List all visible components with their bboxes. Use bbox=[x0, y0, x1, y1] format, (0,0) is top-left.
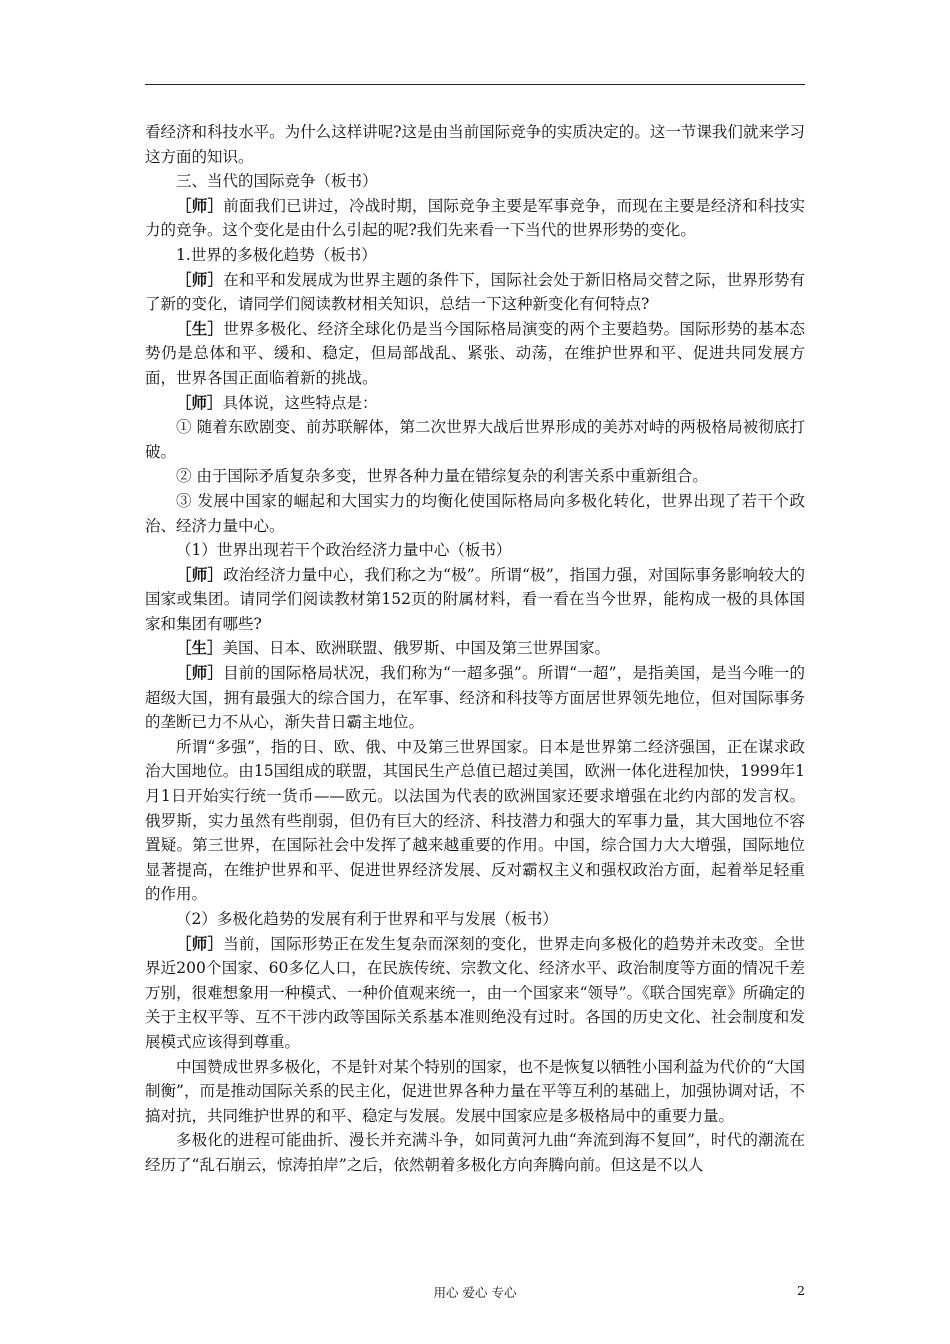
paragraph-text: （1）世界出现若干个政治经济力量中心（板书） bbox=[176, 541, 512, 560]
paragraph bbox=[145, 538, 805, 563]
paragraph-text: 前面我们已讲过，冷战时期，国际竞争主要是军事竞争，而现在主要是经济和科技实力的竞争。这个变化是由什么引起的呢?我们先来看一下当代的世界形势的变化。 bbox=[145, 196, 805, 240]
speaker-tag: ［生］ bbox=[176, 318, 224, 338]
paragraph-text: ① 随着东欧剧变、前苏联解体，第二次世界大战后世界形成的美苏对峙的两极格局被彻底打破。 bbox=[145, 418, 805, 461]
paragraph-text: 当前，国际形势正在发生复杂而深刻的变化，世界走向多极化的趋势并未改变。全世界近200个国家、60多亿人口，在民族传统、宗教文化、经济水平、政治制度等方面的情况千差万别，很难想象用一种模式、一种价值观来统一，由一个国家来“领导”。《联合国宪章》所确定的关于主权平等、互不干涉内政等国际关系基本准则绝没有过时。各国的历史文化、社会制度和发展模式应该得到尊重。 bbox=[145, 934, 805, 1051]
footer-motto: 用心 爱心 专心 bbox=[433, 1285, 517, 1300]
speaker-tag: ［师］ bbox=[176, 195, 224, 215]
paragraph bbox=[145, 932, 805, 1055]
paragraph-text: 具体说，这些特点是： bbox=[222, 393, 378, 412]
paragraph-text: 1.世界的多极化趋势（板书） bbox=[176, 245, 377, 264]
speaker-tag: ［师］ bbox=[176, 392, 223, 412]
paragraph-text: 三、当代的国际竞争（板书） bbox=[176, 172, 378, 191]
paragraph bbox=[145, 120, 805, 169]
document-body bbox=[145, 120, 805, 1178]
paragraph-text: 美国、日本、欧洲联盟、俄罗斯、中国及第三世界国家。 bbox=[222, 639, 611, 658]
page-footer bbox=[0, 1283, 950, 1303]
paragraph-text: 世界多极化、经济全球化仍是当今国际格局演变的两个主要趋势。国际形势的基本态势仍是总体和平、缓和、稳定，但局部战乱、紧张、动荡，在维护世界和平、促进共同发展方面，世界各国正面临着新的挑战。 bbox=[145, 319, 805, 387]
paragraph bbox=[145, 391, 805, 416]
paragraph bbox=[145, 169, 805, 194]
paragraph bbox=[145, 735, 805, 907]
paragraph bbox=[145, 563, 805, 637]
paragraph-text: 在和平和发展成为世界主题的条件下，国际社会处于新旧格局交替之际，世界形势有了新的变化，请同学们阅读教材相关知识，总结一下这种新变化有何特点? bbox=[145, 270, 805, 314]
speaker-tag: ［师］ bbox=[176, 663, 224, 683]
paragraph-text: ② 由于国际矛盾复杂多变，世界各种力量在错综复杂的利害关系中重新组合。 bbox=[176, 467, 708, 486]
speaker-tag: ［师］ bbox=[176, 564, 224, 584]
speaker-tag: ［师］ bbox=[176, 933, 224, 953]
paragraph bbox=[145, 243, 805, 268]
speaker-tag: ［生］ bbox=[176, 638, 223, 658]
paragraph bbox=[145, 907, 805, 932]
paragraph bbox=[145, 636, 805, 661]
paragraph-text: 看经济和科技水平。为什么这样讲呢?这是由当前国际竞争的实质决定的。这一节课我们就来学习这方面的知识。 bbox=[145, 123, 805, 166]
paragraph bbox=[145, 661, 805, 735]
paragraph bbox=[145, 1055, 805, 1129]
paragraph bbox=[145, 489, 805, 538]
paragraph bbox=[145, 268, 805, 317]
paragraph bbox=[145, 1128, 805, 1177]
paragraph bbox=[145, 415, 805, 464]
header-rule bbox=[145, 84, 805, 85]
paragraph-text: （2）多极化趋势的发展有利于世界和平与发展（板书） bbox=[176, 910, 558, 928]
paragraph bbox=[145, 317, 805, 391]
paragraph-text: 多极化的进程可能曲折、漫长并充满斗争，如同黄河九曲“奔流到海不复回”，时代的潮流在经历了“乱石崩云，惊涛拍岸”之后，依然朝着多极化方向奔腾向前。但这是不以人 bbox=[145, 1131, 805, 1174]
speaker-tag: ［师］ bbox=[176, 269, 224, 289]
paragraph bbox=[145, 194, 805, 243]
paragraph bbox=[145, 464, 805, 489]
page-number: 2 bbox=[797, 1283, 805, 1298]
paragraph-text: ③ 发展中国家的崛起和大国实力的均衡化使国际格局向多极化转化，世界出现了若干个政治、经济力量中心。 bbox=[145, 491, 805, 535]
paragraph-text: 政治经济力量中心，我们称之为“极”。所谓“极”，指国力强，对国际事务影响较大的国家或集团。请同学们阅读教材第152页的附属材料，看一看在当今世界，能构成一极的具体国家和集团有哪些? bbox=[145, 565, 805, 633]
paragraph-text: 中国赞成世界多极化，不是针对某个特别的国家，也不是恢复以牺牲小国利益为代价的“大国制衡”，而是推动国际关系的民主化，促进世界各种力量在平等互利的基础上，加强协调对话，不搞对抗，共同维护世界的和平、稳定与发展。发展中国家应是多极格局中的重要力量。 bbox=[145, 1057, 805, 1125]
paragraph-text: 所谓“多强”，指的日、欧、俄、中及第三世界国家。日本是世界第二经济强国，正在谋求政治大国地位。由15国组成的联盟，其国民生产总值已超过美国，欧洲一体化进程加快，1999年1月1日开始实行统一货币——欧元。以法国为代表的欧洲国家还要求增强在北约内部的发言权。俄罗斯，实力虽然有些削弱，但仍有巨大的经济、科技潜力和强大的军事力量，其大国地位不容置疑。第三世界，在国际社会中发挥了越来越重要的作用。中国，综合国力大大增强，国际地位显著提高，在维护世界和平、促进世界经济发展、反对霸权主义和强权政治方面，起着举足轻重的作用。 bbox=[145, 737, 805, 904]
paragraph-text: 目前的国际格局状况，我们称为“一超多强”。所谓“一超”，是指美国，是当今唯一的超级大国，拥有最强大的综合国力，在军事、经济和科技等方面居世界领先地位，但对国际事务的垄断已力不从心，渐失昔日霸主地位。 bbox=[145, 664, 805, 732]
